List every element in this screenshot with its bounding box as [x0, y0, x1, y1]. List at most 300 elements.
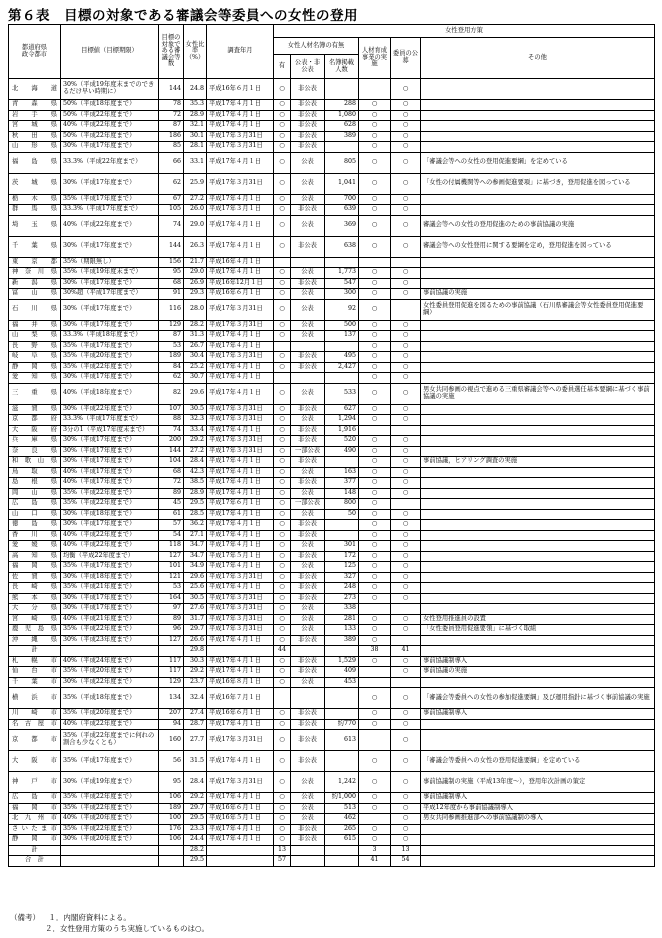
date-cell: 平成17年４月１日 — [207, 215, 274, 236]
other-cell — [421, 824, 655, 835]
table-row — [9, 152, 655, 173]
count-cell — [159, 856, 184, 867]
registry-count-cell: 301 — [325, 541, 359, 552]
count-cell: 129 — [159, 320, 184, 331]
pref-cell: 香川県 — [9, 530, 61, 541]
target-cell: 35%（平成17年度まで） — [61, 562, 159, 573]
pref-cell: 静岡市 — [9, 835, 61, 846]
registry-count-cell: 265 — [325, 824, 359, 835]
target-cell: 30%（平成20年度まで） — [61, 835, 159, 846]
count-cell — [159, 845, 184, 856]
target-cell: 30%（平成17年度まで） — [61, 593, 159, 604]
count-cell: 74 — [159, 215, 184, 236]
ratio-cell: 28.9 — [184, 110, 207, 121]
other-cell — [421, 551, 655, 562]
training-cell: ○ — [359, 352, 391, 363]
registry-public-cell — [291, 856, 325, 867]
registry-count-cell — [325, 373, 359, 384]
recruit-cell: ○ — [391, 173, 421, 194]
registry-public-cell: 公表 — [291, 625, 325, 636]
count-cell: 87 — [159, 121, 184, 132]
date-cell: 平成17年３月31日 — [207, 446, 274, 457]
pref-cell: 合 計 — [9, 856, 61, 867]
table-row — [9, 362, 655, 373]
registry-have-cell: ○ — [274, 362, 291, 373]
pref-cell: 奈良県 — [9, 446, 61, 457]
registry-have-cell: ○ — [274, 520, 291, 531]
training-cell: ○ — [359, 593, 391, 604]
other-cell — [421, 583, 655, 594]
ratio-cell: 30.4 — [184, 352, 207, 363]
registry-count-cell: 389 — [325, 131, 359, 142]
pref-cell: 京都府 — [9, 415, 61, 426]
recruit-cell: ○ — [391, 541, 421, 552]
other-cell — [421, 121, 655, 132]
date-cell: 平成17年３月31日 — [207, 604, 274, 615]
count-cell: 186 — [159, 131, 184, 142]
table-row — [9, 383, 655, 404]
training-cell: 41 — [359, 856, 391, 867]
header-have: 有 — [274, 55, 291, 79]
recruit-cell: ○ — [391, 415, 421, 426]
pref-cell: 高知県 — [9, 551, 61, 562]
other-cell — [421, 352, 655, 363]
registry-have-cell: ○ — [274, 121, 291, 132]
registry-public-cell: 非公表 — [291, 835, 325, 846]
training-cell: ○ — [359, 268, 391, 279]
registry-count-cell: 490 — [325, 446, 359, 457]
count-cell: 95 — [159, 268, 184, 279]
target-cell: 30%（平成17年度まで） — [61, 604, 159, 615]
pref-cell: 山梨県 — [9, 331, 61, 342]
ratio-cell: 28.4 — [184, 772, 207, 793]
registry-count-cell: 288 — [325, 100, 359, 111]
pref-cell: 秋田県 — [9, 131, 61, 142]
ratio-cell: 36.2 — [184, 520, 207, 531]
table-row — [9, 415, 655, 426]
registry-count-cell: 627 — [325, 404, 359, 415]
registry-public-cell: 非公表 — [291, 667, 325, 678]
registry-public-cell: 非公表 — [291, 824, 325, 835]
registry-have-cell: ○ — [274, 457, 291, 468]
recruit-cell: ○ — [391, 320, 421, 331]
training-cell: ○ — [359, 793, 391, 804]
training-cell: ○ — [359, 415, 391, 426]
table-row — [9, 446, 655, 457]
pref-cell: 和歌山県 — [9, 457, 61, 468]
recruit-cell — [391, 425, 421, 436]
table-row — [9, 593, 655, 604]
other-cell — [421, 79, 655, 100]
ratio-cell: 26.9 — [184, 278, 207, 289]
pref-cell: 鹿児島県 — [9, 625, 61, 636]
date-cell: 平成17年３月31日 — [207, 173, 274, 194]
registry-public-cell — [291, 257, 325, 268]
count-cell: 107 — [159, 404, 184, 415]
recruit-cell: ○ — [391, 751, 421, 772]
other-cell — [421, 499, 655, 510]
count-cell: 134 — [159, 688, 184, 709]
count-cell: 96 — [159, 625, 184, 636]
registry-have-cell: ○ — [274, 751, 291, 772]
target-cell: 50%（平成22年度まで） — [61, 131, 159, 142]
table-row — [9, 635, 655, 646]
pref-cell: 鳥取県 — [9, 467, 61, 478]
registry-count-cell: 1,041 — [325, 173, 359, 194]
training-cell: ○ — [359, 688, 391, 709]
registry-public-cell: 非公表 — [291, 205, 325, 216]
registry-have-cell: ○ — [274, 142, 291, 153]
registry-have-cell: ○ — [274, 677, 291, 688]
count-cell: 144 — [159, 446, 184, 457]
target-cell: 40%（平成22年度まで） — [61, 530, 159, 541]
registry-count-cell: 273 — [325, 593, 359, 604]
registry-count-cell — [325, 457, 359, 468]
recruit-cell: ○ — [391, 121, 421, 132]
registry-count-cell: 409 — [325, 667, 359, 678]
registry-count-cell: 281 — [325, 614, 359, 625]
pref-cell: 広島県 — [9, 499, 61, 510]
registry-have-cell: ○ — [274, 173, 291, 194]
target-cell: 30%（平成17年度まで） — [61, 320, 159, 331]
date-cell: 平成17年３月31日 — [207, 572, 274, 583]
ratio-cell: 28.2 — [184, 320, 207, 331]
table-row — [9, 499, 655, 510]
registry-count-cell — [325, 530, 359, 541]
registry-public-cell — [291, 688, 325, 709]
registry-have-cell: ○ — [274, 635, 291, 646]
target-cell: 30%（平成19年度末までのできるだけ早い時期に） — [61, 79, 159, 100]
date-cell: 平成17年４月１日 — [207, 719, 274, 730]
registry-have-cell: ○ — [274, 383, 291, 404]
training-cell: ○ — [359, 835, 391, 846]
training-cell: 38 — [359, 646, 391, 657]
pref-cell: 山口県 — [9, 509, 61, 520]
registry-public-cell: 非公表 — [291, 478, 325, 489]
pref-cell: 岡山県 — [9, 488, 61, 499]
registry-have-cell: ○ — [274, 425, 291, 436]
other-cell — [421, 488, 655, 499]
date-cell: 平成17年４月１日 — [207, 383, 274, 404]
other-cell: 審議会等への女性の登用促進のための事前協議の実施 — [421, 215, 655, 236]
training-cell: ○ — [359, 100, 391, 111]
table-row — [9, 352, 655, 363]
pref-cell: 長崎県 — [9, 583, 61, 594]
date-cell: 平成17年３月31日 — [207, 730, 274, 751]
count-cell: 144 — [159, 79, 184, 100]
date-cell: 平成17年４月１日 — [207, 488, 274, 499]
date-cell: 平成16年５月１日 — [207, 814, 274, 825]
recruit-cell: ○ — [391, 835, 421, 846]
recruit-cell: ○ — [391, 667, 421, 678]
recruit-cell: ○ — [391, 194, 421, 205]
ratio-cell: 23.3 — [184, 824, 207, 835]
target-cell: 33.3%（平成18年度まで） — [61, 331, 159, 342]
date-cell: 平成17年３月31日 — [207, 614, 274, 625]
other-cell — [421, 425, 655, 436]
date-cell: 平成17年４月１日 — [207, 194, 274, 205]
ratio-cell: 32.4 — [184, 688, 207, 709]
training-cell: ○ — [359, 583, 391, 594]
pref-cell: 計 — [9, 845, 61, 856]
training-cell: ○ — [359, 656, 391, 667]
training-cell — [359, 79, 391, 100]
pref-cell: 群馬県 — [9, 205, 61, 216]
target-cell: 40%（平成22年度まで） — [61, 121, 159, 132]
count-cell: 189 — [159, 352, 184, 363]
ratio-cell: 31.3 — [184, 331, 207, 342]
count-cell: 116 — [159, 299, 184, 320]
other-cell — [421, 509, 655, 520]
table-row — [9, 688, 655, 709]
target-cell: 50%（平成22年度まで） — [61, 110, 159, 121]
ratio-cell: 29.0 — [184, 268, 207, 279]
registry-count-cell: 2,427 — [325, 362, 359, 373]
target-cell: 30%（平成19年度まで） — [61, 772, 159, 793]
date-cell: 平成17年５月１日 — [207, 551, 274, 562]
recruit-cell: ○ — [391, 625, 421, 636]
registry-count-cell: 133 — [325, 625, 359, 636]
ratio-cell: 29.2 — [184, 667, 207, 678]
recruit-cell — [391, 299, 421, 320]
training-cell: ○ — [359, 205, 391, 216]
registry-count-cell: 513 — [325, 803, 359, 814]
pref-cell: 大阪市 — [9, 751, 61, 772]
table-row — [9, 205, 655, 216]
other-cell: 女性登用推進員の設置 — [421, 614, 655, 625]
registry-have-cell — [274, 688, 291, 709]
registry-have-cell: ○ — [274, 593, 291, 604]
count-cell: 68 — [159, 467, 184, 478]
target-cell: 40%（平成22年度まで） — [61, 541, 159, 552]
ratio-cell: 29.7 — [184, 803, 207, 814]
target-cell: 35%（平成20年度まで） — [61, 667, 159, 678]
date-cell: 平成16年６月１日 — [207, 709, 274, 720]
registry-count-cell: 805 — [325, 152, 359, 173]
registry-public-cell: 非公表 — [291, 142, 325, 153]
target-cell: 40%（平成22年度まで） — [61, 215, 159, 236]
target-cell: 35%（平成22年度まで） — [61, 362, 159, 373]
recruit-cell: ○ — [391, 793, 421, 804]
registry-have-cell: ○ — [274, 530, 291, 541]
training-cell: ○ — [359, 572, 391, 583]
target-cell: 40%（平成22年度まで） — [61, 719, 159, 730]
table-row — [9, 467, 655, 478]
other-cell — [421, 436, 655, 447]
date-cell: 平成17年３月１日 — [207, 205, 274, 216]
registry-public-cell: 公表 — [291, 215, 325, 236]
target-cell: 35%（平成21年度まで） — [61, 583, 159, 594]
recruit-cell — [391, 635, 421, 646]
training-cell: ○ — [359, 436, 391, 447]
table-row — [9, 730, 655, 751]
table-row — [9, 751, 655, 772]
pref-cell: 静岡県 — [9, 362, 61, 373]
pref-cell: 長野県 — [9, 341, 61, 352]
registry-count-cell: 638 — [325, 236, 359, 257]
date-cell: 平成17年３月31日 — [207, 436, 274, 447]
pref-cell: 北九州市 — [9, 814, 61, 825]
registry-public-cell: 公表 — [291, 814, 325, 825]
ratio-cell: 34.7 — [184, 551, 207, 562]
registry-have-cell: ○ — [274, 803, 291, 814]
pref-cell: 大分県 — [9, 604, 61, 615]
ratio-cell: 24.4 — [184, 835, 207, 846]
ratio-cell: 25.2 — [184, 362, 207, 373]
recruit-cell: ○ — [391, 142, 421, 153]
ratio-cell: 25.9 — [184, 173, 207, 194]
registry-public-cell: 公表 — [291, 614, 325, 625]
table-row — [9, 677, 655, 688]
registry-have-cell: ○ — [274, 278, 291, 289]
total-row — [9, 856, 655, 867]
ratio-cell: 29.6 — [184, 383, 207, 404]
other-cell — [421, 320, 655, 331]
count-cell: 82 — [159, 383, 184, 404]
target-cell: 40%（平成18年度まで） — [61, 383, 159, 404]
registry-have-cell: ○ — [274, 509, 291, 520]
other-cell: 事前協議制導入 — [421, 656, 655, 667]
registry-public-cell: 一部公表 — [291, 446, 325, 457]
pref-cell: 東京都 — [9, 257, 61, 268]
registry-public-cell: 非公表 — [291, 100, 325, 111]
registry-have-cell: ○ — [274, 793, 291, 804]
recruit-cell: 13 — [391, 845, 421, 856]
count-cell: 200 — [159, 436, 184, 447]
training-cell: ○ — [359, 488, 391, 499]
date-cell: 平成17年４月１日 — [207, 751, 274, 772]
recruit-cell: 54 — [391, 856, 421, 867]
registry-count-cell — [325, 709, 359, 720]
date-cell: 平成17年３月31日 — [207, 404, 274, 415]
registry-have-cell — [274, 373, 291, 384]
ratio-cell: 27.1 — [184, 530, 207, 541]
data-table — [8, 24, 655, 867]
ratio-cell: 31.5 — [184, 751, 207, 772]
target-cell: 30%（平成17年度まで） — [61, 520, 159, 531]
table-row — [9, 257, 655, 268]
table-row — [9, 278, 655, 289]
training-cell: ○ — [359, 142, 391, 153]
pref-cell: さいたま市 — [9, 824, 61, 835]
data-table-container — [8, 24, 654, 867]
registry-count-cell: 148 — [325, 488, 359, 499]
registry-have-cell — [274, 341, 291, 352]
pref-cell: 徳島県 — [9, 520, 61, 531]
recruit-cell: ○ — [391, 436, 421, 447]
registry-have-cell: ○ — [274, 436, 291, 447]
registry-count-cell: 520 — [325, 436, 359, 447]
recruit-cell: ○ — [391, 719, 421, 730]
date-cell: 平成17年４月１日 — [207, 478, 274, 489]
table-row — [9, 824, 655, 835]
pref-cell: 神奈川県 — [9, 268, 61, 279]
training-cell: ○ — [359, 751, 391, 772]
ratio-cell: 27.2 — [184, 446, 207, 457]
other-cell — [421, 835, 655, 846]
registry-have-cell: ○ — [274, 236, 291, 257]
pref-cell: 石川県 — [9, 299, 61, 320]
registry-public-cell: 非公表 — [291, 110, 325, 121]
ratio-cell: 28.4 — [184, 457, 207, 468]
pref-cell: 岐阜県 — [9, 352, 61, 363]
registry-count-cell — [325, 688, 359, 709]
date-cell: 平成16年12月１日 — [207, 278, 274, 289]
recruit-cell: ○ — [391, 803, 421, 814]
ratio-cell: 29.8 — [184, 646, 207, 657]
count-cell: 61 — [159, 509, 184, 520]
training-cell: ○ — [359, 362, 391, 373]
target-cell: 50%（平成18年度まで） — [61, 100, 159, 111]
recruit-cell: ○ — [391, 814, 421, 825]
registry-public-cell: 公表 — [291, 194, 325, 205]
ratio-cell: 26.3 — [184, 236, 207, 257]
table-row — [9, 320, 655, 331]
ratio-cell: 27.6 — [184, 604, 207, 615]
date-cell: 平成17年３月31日 — [207, 772, 274, 793]
ratio-cell: 29.7 — [184, 625, 207, 636]
registry-public-cell: 公表 — [291, 604, 325, 615]
date-cell: 平成17年３月31日 — [207, 299, 274, 320]
table-row — [9, 719, 655, 730]
ratio-cell: 30.7 — [184, 373, 207, 384]
ratio-cell: 30.5 — [184, 593, 207, 604]
count-cell: 164 — [159, 593, 184, 604]
other-cell — [421, 467, 655, 478]
date-cell: 平成17年４月１日 — [207, 635, 274, 646]
pref-cell: 名古屋市 — [9, 719, 61, 730]
other-cell — [421, 593, 655, 604]
date-cell: 平成17年４月１日 — [207, 835, 274, 846]
ratio-cell: 42.3 — [184, 467, 207, 478]
pref-cell: 青森県 — [9, 100, 61, 111]
other-cell — [421, 110, 655, 121]
training-cell: ○ — [359, 110, 391, 121]
other-cell: 男女共同参画推進部への事前協議制の導入 — [421, 814, 655, 825]
target-cell: 35%（平成18年度まで） — [61, 688, 159, 709]
registry-count-cell: 248 — [325, 583, 359, 594]
table-row — [9, 572, 655, 583]
table-row — [9, 803, 655, 814]
registry-count-cell: 1,294 — [325, 415, 359, 426]
other-cell: 審議会等への女性登用に関する要綱を定め，登用促進を図っている — [421, 236, 655, 257]
table-row — [9, 236, 655, 257]
registry-count-cell: 547 — [325, 278, 359, 289]
other-cell — [421, 719, 655, 730]
registry-public-cell: 公表 — [291, 320, 325, 331]
other-cell — [421, 415, 655, 426]
registry-public-cell: 非公表 — [291, 362, 325, 373]
count-cell: 176 — [159, 824, 184, 835]
registry-count-cell: 639 — [325, 205, 359, 216]
table-row — [9, 404, 655, 415]
registry-have-cell — [274, 257, 291, 268]
pref-cell: 新潟県 — [9, 278, 61, 289]
count-cell: 144 — [159, 236, 184, 257]
target-cell: 35%（平成22年度までに何れの割合も少なくとも） — [61, 730, 159, 751]
registry-count-cell — [325, 845, 359, 856]
other-cell: 平成12年度から事前協議制導入 — [421, 803, 655, 814]
recruit-cell: ○ — [391, 152, 421, 173]
ratio-cell: 28.5 — [184, 509, 207, 520]
training-cell: ○ — [359, 614, 391, 625]
other-cell: 「女性の付属機関等への参画促進要項」に基づき，登用促進を図っている — [421, 173, 655, 194]
header-num: 名簿掲載人数 — [325, 55, 359, 79]
recruit-cell: ○ — [391, 362, 421, 373]
header-training: 人材育成事業の実施 — [359, 38, 391, 79]
table-row — [9, 215, 655, 236]
registry-have-cell: ○ — [274, 562, 291, 573]
